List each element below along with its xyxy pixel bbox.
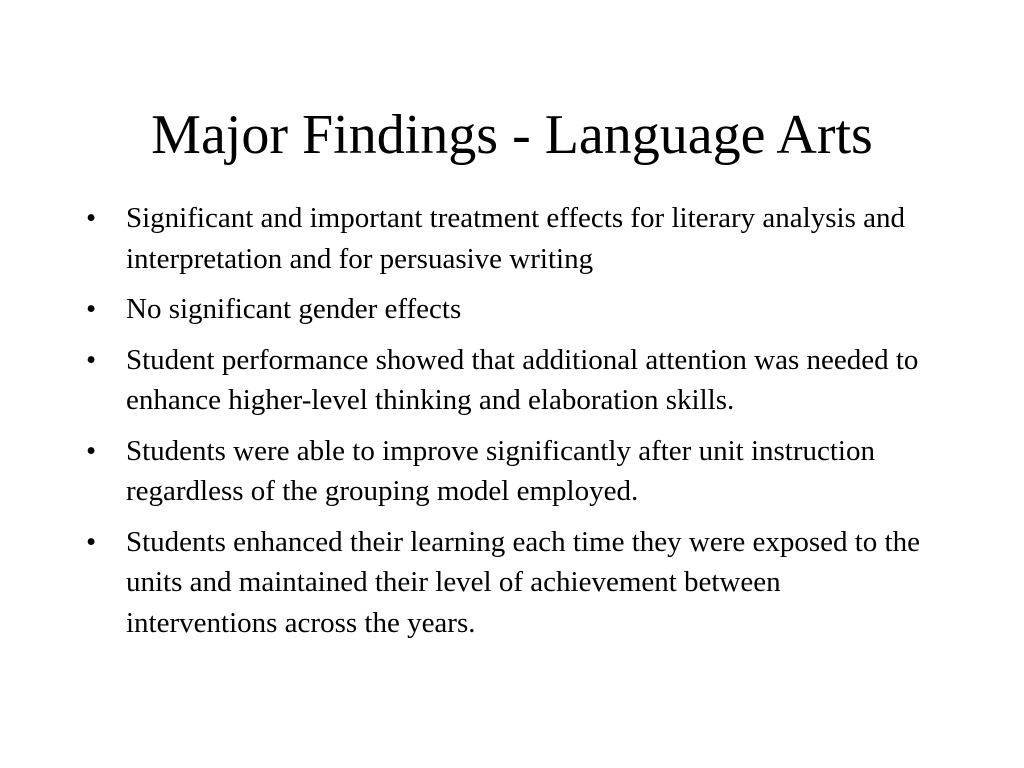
list-item xyxy=(86,431,936,512)
list-item xyxy=(86,340,936,421)
list-item xyxy=(86,522,936,644)
bullet-text: No significant gender effects xyxy=(126,293,462,325)
bullet-icon: • xyxy=(86,293,97,325)
list-item xyxy=(86,289,936,330)
bullet-icon: • xyxy=(86,525,97,558)
bullet-list xyxy=(86,198,936,653)
bullet-text: Significant and important treatment effects for literary analysis and interpretation and for persuasive writing xyxy=(126,202,905,275)
list-item xyxy=(86,198,936,279)
bullet-text: Student performance showed that additional attention was needed to enhance higher-level thinking and elaboration skills. xyxy=(126,343,919,416)
bullet-text: Students enhanced their learning each time they were exposed to the units and maintained their level of achievement between interventions across the years. xyxy=(126,525,920,639)
slide-title: Major Findings - Language Arts xyxy=(151,104,873,166)
bullet-text: Students were able to improve significantly after unit instruction regardless of the grouping model employed. xyxy=(126,434,875,507)
bullet-icon: • xyxy=(86,202,97,234)
bullet-icon: • xyxy=(86,434,97,467)
bullet-icon: • xyxy=(86,343,97,376)
